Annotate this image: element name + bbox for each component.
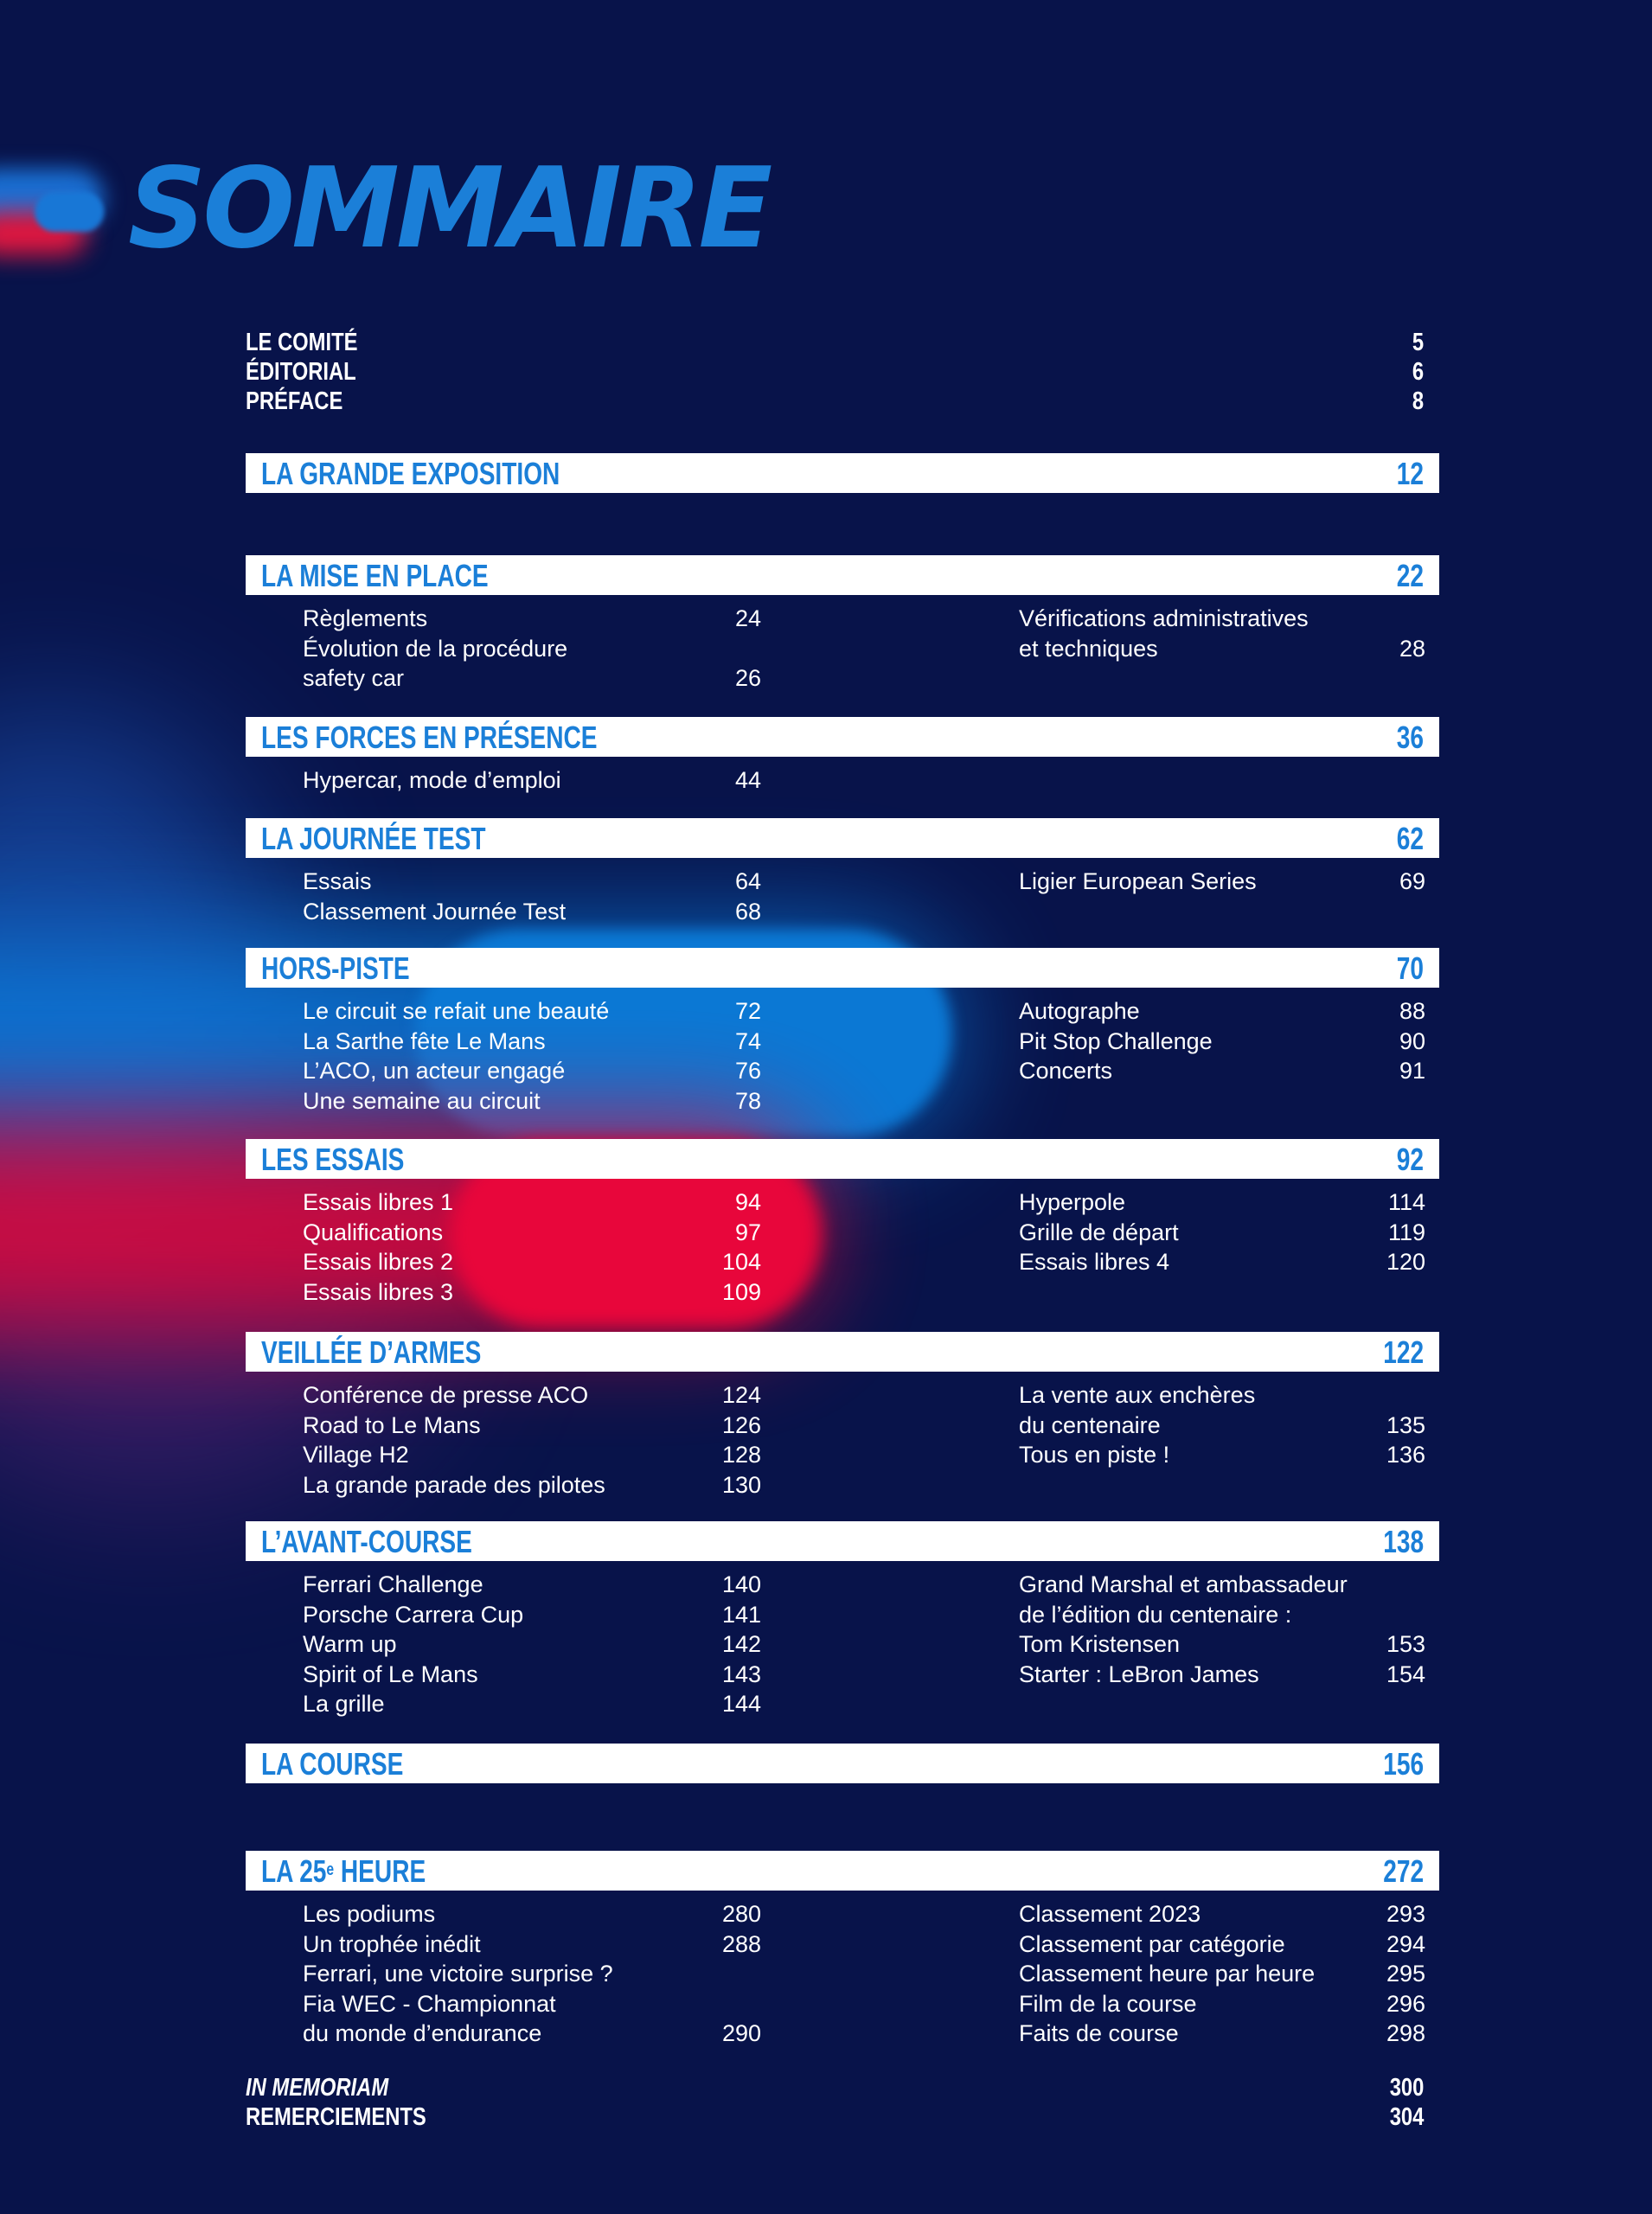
- entry-page: 290: [721, 2020, 761, 2046]
- toc-entry[interactable]: [303, 1380, 761, 1411]
- entry-page: 142: [721, 1631, 761, 1657]
- entry-label: Hypercar, mode d’emploi: [303, 767, 561, 793]
- section-title-text: VEILLÉE D’ARMES: [261, 1334, 482, 1370]
- section-title-superscript: e: [326, 1860, 335, 1879]
- section-title: [261, 457, 560, 491]
- entry-page: 298: [1386, 2020, 1425, 2046]
- toc-entry[interactable]: [303, 1689, 761, 1719]
- toc-entry[interactable]: [303, 1247, 761, 1277]
- toc-entry[interactable]: [303, 1056, 761, 1086]
- entry-label: Classement 2023: [1019, 1901, 1201, 1927]
- toc-entry[interactable]: [1019, 1989, 1425, 2019]
- toc-entry[interactable]: [303, 1218, 761, 1248]
- back_matter-label: IN MEMORIAM: [246, 2074, 389, 2102]
- entry-label: Conférence de presse ACO: [303, 1382, 589, 1408]
- entry-label: Tom Kristensen: [1019, 1631, 1181, 1657]
- entry-label: Essais libres 3: [303, 1278, 454, 1305]
- entries-column-left: [303, 604, 761, 694]
- section-header[interactable]: [246, 1521, 1439, 1561]
- toc-entry[interactable]: [1019, 1187, 1425, 1218]
- entry-label: Hyperpole: [1019, 1189, 1126, 1215]
- entry-page: 114: [1387, 1189, 1425, 1215]
- entry-label: safety car: [303, 665, 405, 691]
- section-header[interactable]: [246, 555, 1439, 595]
- toc-section: [246, 555, 1439, 691]
- entries-column-left: [303, 996, 761, 1116]
- toc-entry[interactable]: [303, 1899, 761, 1929]
- entry-page: 143: [721, 1660, 761, 1687]
- section-header[interactable]: [246, 1332, 1439, 1372]
- entry-page: 97: [734, 1219, 761, 1245]
- section-header[interactable]: [246, 948, 1439, 988]
- section-title-text: LA 25: [261, 1853, 327, 1889]
- entry-page: 288: [721, 1930, 761, 1957]
- toc-entry[interactable]: [303, 1660, 761, 1690]
- toc-entry[interactable]: [1019, 1570, 1425, 1600]
- entry-page: 64: [734, 868, 761, 894]
- entry-page: 153: [1386, 1631, 1425, 1657]
- section-title: [261, 559, 489, 593]
- section-title: [261, 951, 410, 986]
- section-page: 36: [1396, 720, 1424, 755]
- toc-entry[interactable]: [303, 996, 761, 1027]
- section-title: [261, 1525, 472, 1559]
- toc-entry[interactable]: [303, 1440, 761, 1470]
- entry-label: Un trophée inédit: [303, 1930, 481, 1957]
- toc-entry[interactable]: [303, 634, 761, 664]
- entry-label: Faits de course: [1019, 2020, 1179, 2046]
- entries-column-right: [1019, 1187, 1425, 1277]
- entry-page: 136: [1386, 1442, 1425, 1468]
- section-title: [261, 720, 598, 755]
- entry-page: 91: [1399, 1058, 1425, 1084]
- toc-entry[interactable]: [303, 1470, 761, 1501]
- entry-label: Ligier European Series: [1019, 868, 1257, 894]
- section-page: 62: [1396, 821, 1424, 856]
- toc-entry[interactable]: [303, 867, 761, 897]
- entry-label: Starter : LeBron James: [1019, 1660, 1259, 1687]
- entry-label: La grande parade des pilotes: [303, 1471, 605, 1498]
- toc-entry[interactable]: [303, 1086, 761, 1117]
- front_matter-page: 5: [1412, 329, 1424, 356]
- section-page: 156: [1383, 1746, 1424, 1782]
- entry-page: 94: [734, 1189, 761, 1215]
- entry-label: Évolution de la procédure: [303, 635, 568, 662]
- section-title-text: HORS-PISTE: [261, 950, 410, 986]
- toc-entry[interactable]: [1019, 634, 1425, 664]
- entry-label: Spirit of Le Mans: [303, 1660, 478, 1687]
- toc-entry[interactable]: [1019, 1629, 1425, 1660]
- entries-column-left: [303, 1570, 761, 1719]
- entry-page: 295: [1386, 1961, 1425, 1987]
- toc-section: [246, 717, 1439, 793]
- toc-entry[interactable]: [1019, 1411, 1425, 1441]
- back_matter-label: REMERCIEMENTS: [246, 2103, 426, 2131]
- entry-page: 128: [721, 1442, 761, 1468]
- section-page: 22: [1396, 558, 1424, 593]
- front_matter-page: 6: [1412, 358, 1424, 386]
- entry-page: 120: [1386, 1249, 1425, 1275]
- entry-page: 68: [734, 898, 761, 925]
- back_matter-list: [246, 2074, 1424, 2133]
- entry-page: 74: [734, 1027, 761, 1054]
- section-title-text: LA COURSE: [261, 1746, 404, 1782]
- toc-section: [246, 1332, 1439, 1498]
- entry-label: Fia WEC - Championnat: [303, 1990, 556, 2017]
- entry-label: du centenaire: [1019, 1411, 1161, 1438]
- entries-column-left: [303, 1187, 761, 1307]
- entry-label: Classement par catégorie: [1019, 1930, 1285, 1957]
- entries-column-left: [303, 1380, 761, 1500]
- entry-label: et techniques: [1019, 635, 1158, 662]
- entry-label: La vente aux enchères: [1019, 1382, 1256, 1408]
- entry-page: 296: [1386, 1990, 1425, 2017]
- entry-label: Warm up: [303, 1631, 397, 1657]
- entries-column-right: [1019, 867, 1425, 897]
- toc-entry[interactable]: [1019, 1056, 1425, 1086]
- entry-label: Qualifications: [303, 1219, 444, 1245]
- entry-label: Le circuit se refait une beauté: [303, 998, 610, 1024]
- entry-page: 44: [734, 767, 761, 793]
- entry-page: 294: [1386, 1930, 1425, 1957]
- title-pill-shape: [35, 192, 104, 232]
- entries-column-right: [1019, 604, 1425, 663]
- section-title: [261, 1854, 426, 1889]
- section-header[interactable]: [246, 1851, 1439, 1891]
- section-header[interactable]: [246, 818, 1439, 858]
- section-title: [261, 822, 486, 856]
- toc-entry[interactable]: [1019, 1218, 1425, 1248]
- entry-label: Grille de départ: [1019, 1219, 1179, 1245]
- front_matter-entry[interactable]: [246, 358, 1424, 387]
- entry-page: 28: [1399, 635, 1425, 662]
- entry-label: Les podiums: [303, 1901, 436, 1927]
- toc-entry[interactable]: [1019, 2019, 1425, 2049]
- toc-entry[interactable]: [1019, 1899, 1425, 1929]
- entry-label: de l’édition du centenaire :: [1019, 1601, 1292, 1628]
- toc-entry[interactable]: [1019, 1929, 1425, 1960]
- toc-entry[interactable]: [1019, 1027, 1425, 1057]
- toc-entry[interactable]: [1019, 1247, 1425, 1277]
- entry-label: Film de la course: [1019, 1990, 1197, 2017]
- entry-page: 293: [1386, 1901, 1425, 1927]
- entry-label: Concerts: [1019, 1058, 1113, 1084]
- toc-entry[interactable]: [1019, 604, 1425, 634]
- toc-section: [246, 818, 1439, 925]
- section-page: 92: [1396, 1142, 1424, 1177]
- toc-entry[interactable]: [303, 1187, 761, 1218]
- toc-entry[interactable]: [1019, 1959, 1425, 1989]
- section-page: 12: [1396, 456, 1424, 491]
- toc-entry[interactable]: [303, 1929, 761, 1960]
- front_matter-entry[interactable]: [246, 329, 1424, 358]
- entry-label: L’ACO, un acteur engagé: [303, 1058, 566, 1084]
- entries-column-left: [303, 1899, 761, 2049]
- toc-entry[interactable]: [303, 1411, 761, 1441]
- toc-entry[interactable]: [1019, 1380, 1425, 1411]
- toc-section: [246, 453, 1439, 493]
- entry-page: 88: [1399, 998, 1425, 1024]
- entry-label: Classement heure par heure: [1019, 1961, 1316, 1987]
- section-page: 138: [1383, 1524, 1424, 1559]
- toc-section: [246, 1139, 1439, 1305]
- entry-label: La Sarthe fête Le Mans: [303, 1027, 546, 1054]
- entry-label: Autographe: [1019, 998, 1140, 1024]
- toc-entry[interactable]: [303, 1989, 761, 2019]
- front_matter-list: [246, 329, 1424, 417]
- back_matter-entry[interactable]: [246, 2074, 1424, 2103]
- section-page: 272: [1383, 1853, 1424, 1889]
- entry-label: Essais libres 2: [303, 1249, 454, 1275]
- entries-column-left: [303, 765, 761, 796]
- entry-page: 124: [721, 1382, 761, 1408]
- front_matter-page: 8: [1412, 387, 1424, 415]
- toc-entry[interactable]: [303, 663, 761, 694]
- toc-entry[interactable]: [303, 1629, 761, 1660]
- entry-page: 154: [1386, 1660, 1425, 1687]
- section-title-rest: HEURE: [334, 1853, 426, 1889]
- entry-page: 119: [1387, 1219, 1425, 1245]
- toc-entry[interactable]: [1019, 1660, 1425, 1690]
- entry-page: 24: [734, 605, 761, 631]
- entry-page: 72: [734, 998, 761, 1024]
- section-title: [261, 1747, 403, 1782]
- back_matter-page: 304: [1389, 2103, 1424, 2131]
- toc-entry[interactable]: [303, 1959, 761, 1989]
- toc-section: [246, 948, 1439, 1114]
- entry-page: 104: [721, 1249, 761, 1275]
- entries-column-right: [1019, 1570, 1425, 1689]
- entry-page: 69: [1399, 868, 1425, 894]
- entry-label: Vérifications administratives: [1019, 605, 1309, 631]
- entry-label: Essais libres 4: [1019, 1249, 1170, 1275]
- entry-label: du monde d’endurance: [303, 2020, 542, 2046]
- entry-page: 280: [721, 1901, 761, 1927]
- toc-entry[interactable]: [303, 1600, 761, 1630]
- section-title-text: LES FORCES EN PRÉSENCE: [261, 720, 598, 755]
- entry-page: 26: [734, 665, 761, 691]
- entry-page: 130: [721, 1471, 761, 1498]
- entry-page: 90: [1399, 1027, 1425, 1054]
- entry-label: Village H2: [303, 1442, 409, 1468]
- toc-entry[interactable]: [303, 897, 761, 927]
- toc-entry[interactable]: [303, 1027, 761, 1057]
- toc-entry[interactable]: [1019, 867, 1425, 897]
- entry-label: Classement Journée Test: [303, 898, 567, 925]
- section-title-text: LA JOURNÉE TEST: [261, 821, 486, 856]
- front_matter-entry[interactable]: [246, 387, 1424, 417]
- entry-page: 78: [734, 1087, 761, 1114]
- entry-page: 144: [721, 1691, 761, 1717]
- entries-column-right: [1019, 1899, 1425, 2049]
- page-title: SOMMAIRE: [128, 144, 770, 273]
- section-header[interactable]: [246, 717, 1439, 757]
- section-title: [261, 1142, 404, 1177]
- toc-entry[interactable]: [303, 604, 761, 634]
- entry-label: Grand Marshal et ambassadeur: [1019, 1571, 1348, 1597]
- entry-label: Essais libres 1: [303, 1189, 454, 1215]
- entry-label: Pit Stop Challenge: [1019, 1027, 1213, 1054]
- front_matter-label: ÉDITORIAL: [246, 358, 356, 386]
- entry-page: 126: [721, 1411, 761, 1438]
- entry-page: 135: [1386, 1411, 1425, 1438]
- entry-page: 109: [721, 1278, 761, 1305]
- toc-entry[interactable]: [303, 2019, 761, 2049]
- back_matter-entry[interactable]: [246, 2103, 1424, 2133]
- entry-label: Essais: [303, 868, 372, 894]
- section-title-text: LES ESSAIS: [261, 1142, 405, 1177]
- toc-section: [246, 1521, 1439, 1717]
- entry-label: Tous en piste !: [1019, 1442, 1170, 1468]
- entry-label: Règlements: [303, 605, 428, 631]
- entry-page: 140: [721, 1571, 761, 1597]
- section-header[interactable]: [246, 1744, 1439, 1783]
- entry-label: Road to Le Mans: [303, 1411, 481, 1438]
- entry-label: Ferrari Challenge: [303, 1571, 483, 1597]
- toc-section: [246, 1744, 1439, 1783]
- section-header[interactable]: [246, 1139, 1439, 1179]
- section-title-text: LA MISE EN PLACE: [261, 558, 489, 593]
- toc-entry[interactable]: [303, 1277, 761, 1308]
- entries-column-right: [1019, 996, 1425, 1086]
- section-title: [261, 1335, 481, 1370]
- section-header[interactable]: [246, 453, 1439, 493]
- toc-section: [246, 1851, 1439, 2046]
- entry-label: La grille: [303, 1691, 385, 1717]
- toc-entry[interactable]: [1019, 1440, 1425, 1470]
- section-title-text: L’AVANT-COURSE: [261, 1524, 472, 1559]
- toc-entry[interactable]: [1019, 1600, 1425, 1630]
- entry-label: Une semaine au circuit: [303, 1087, 541, 1114]
- front_matter-label: PRÉFACE: [246, 387, 343, 415]
- entries-column-right: [1019, 1380, 1425, 1470]
- front_matter-label: LE COMITÉ: [246, 329, 358, 356]
- section-page: 70: [1396, 950, 1424, 986]
- toc-entry[interactable]: [303, 765, 761, 796]
- entry-label: Porsche Carrera Cup: [303, 1601, 524, 1628]
- entry-label: Ferrari, une victoire surprise ?: [303, 1961, 613, 1987]
- entry-page: 141: [721, 1601, 761, 1628]
- entries-column-left: [303, 867, 761, 926]
- back_matter-page: 300: [1389, 2074, 1424, 2102]
- toc-entry[interactable]: [1019, 996, 1425, 1027]
- section-page: 122: [1383, 1334, 1424, 1370]
- section-title-text: LA GRANDE EXPOSITION: [261, 456, 560, 491]
- entry-page: 76: [734, 1058, 761, 1084]
- toc-entry[interactable]: [303, 1570, 761, 1600]
